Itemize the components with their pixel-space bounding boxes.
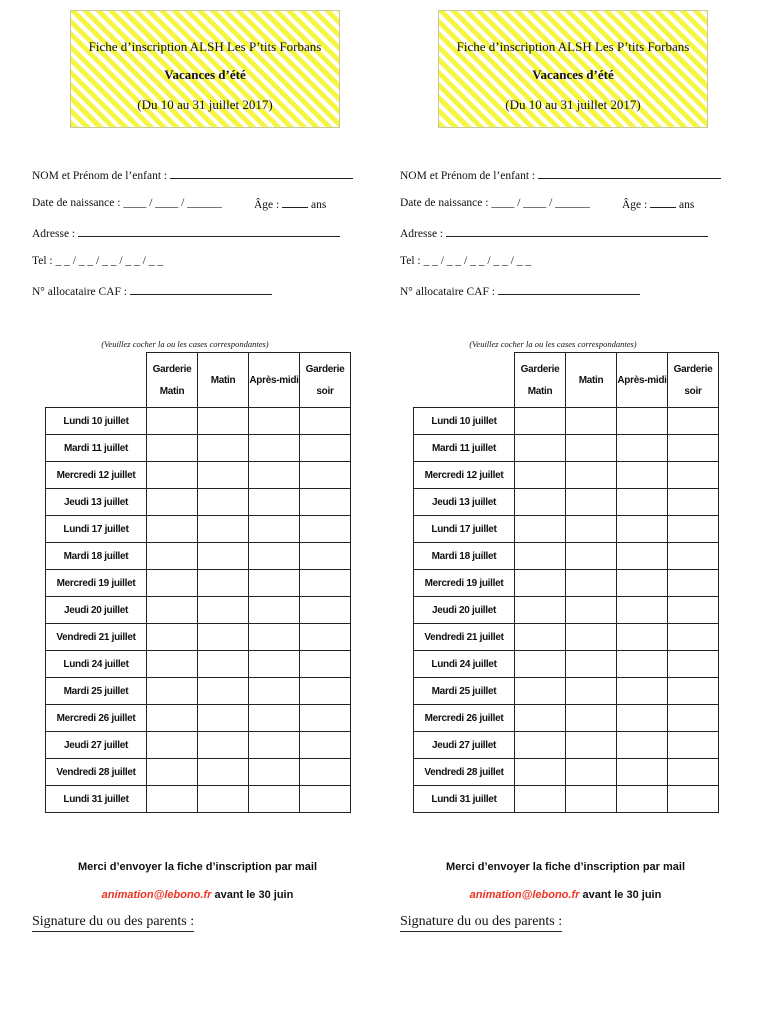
checkbox-cell-matin[interactable] [566,570,617,597]
form-title: Fiche d’inscription ALSH Les P’tits Forbans [456,39,690,54]
checkbox-cell-apres-midi[interactable] [617,462,668,489]
day-label: Mardi 11 juillet [414,435,515,462]
checkbox-cell-garderie-soir[interactable] [300,732,351,759]
checkbox-cell-garderie-matin[interactable] [147,759,198,786]
table-row [414,678,719,705]
checkbox-cell-garderie-matin[interactable] [147,543,198,570]
checkbox-cell-garderie-matin[interactable] [147,651,198,678]
checkbox-cell-apres-midi[interactable] [249,543,300,570]
day-label: Lundi 10 juillet [46,408,147,435]
checkbox-cell-garderie-matin[interactable] [147,462,198,489]
header-garderie-matin: Garderie Matin [147,353,198,408]
tel-blanks[interactable]: _ _ / _ _ / _ _ / _ _ / _ _ [55,255,164,267]
footer-text-before: Merci d’envoyer la fiche d’inscription par mail [77,861,317,873]
footer-text-before: Merci d’envoyer la fiche d’inscription par mail [445,861,685,873]
checkbox-cell-matin[interactable] [566,516,617,543]
day-label: Mardi 25 juillet [414,678,515,705]
checkbox-cell-garderie-soir[interactable] [300,543,351,570]
checkbox-cell-matin[interactable] [198,408,249,435]
caf-blank[interactable] [498,284,640,295]
checkbox-cell-garderie-soir[interactable] [300,570,351,597]
corner-cell [46,353,147,408]
checkbox-cell-apres-midi[interactable] [617,435,668,462]
day-label: Lundi 10 juillet [414,408,515,435]
checkbox-cell-apres-midi[interactable] [249,435,300,462]
checkbox-cell-apres-midi[interactable] [249,489,300,516]
tel-field[interactable] [400,255,531,267]
checkbox-cell-garderie-soir[interactable] [300,408,351,435]
table-row [46,597,351,624]
age-field[interactable] [622,197,694,211]
checkbox-cell-garderie-matin[interactable] [515,543,566,570]
checkbox-cell-garderie-soir[interactable] [668,759,719,786]
address-label: Adresse : [400,228,444,240]
caf-label: N° allocataire CAF : [400,286,495,298]
checkbox-cell-garderie-soir[interactable] [668,516,719,543]
checkbox-cell-apres-midi[interactable] [249,705,300,732]
day-label: Mercredi 19 juillet [46,570,147,597]
checkbox-cell-apres-midi[interactable] [617,624,668,651]
form-dates: (Du 10 au 31 juillet 2017) [505,97,641,112]
checkbox-cell-matin[interactable] [198,570,249,597]
day-label: Vendredi 28 juillet [414,759,515,786]
schedule-table [45,352,351,813]
checkbox-cell-matin[interactable] [198,678,249,705]
checkbox-cell-garderie-soir[interactable] [668,570,719,597]
address-field[interactable] [32,226,340,240]
corner-cell [414,353,515,408]
checkbox-cell-garderie-matin[interactable] [147,408,198,435]
child-name-label: NOM et Prénom de l’enfant : [32,170,168,182]
day-label: Mardi 11 juillet [46,435,147,462]
checkbox-cell-matin[interactable] [198,462,249,489]
checkbox-cell-garderie-soir[interactable] [668,624,719,651]
checkbox-cell-matin[interactable] [198,516,249,543]
footer-text-after: avant le 30 juin [211,889,294,901]
checkbox-cell-garderie-matin[interactable] [515,705,566,732]
checkbox-cell-garderie-matin[interactable] [147,624,198,651]
table-row [46,678,351,705]
header-matin: Matin [198,353,249,408]
checkbox-cell-apres-midi[interactable] [617,651,668,678]
age-label: Âge : [254,199,280,211]
table-row [46,624,351,651]
checkbox-cell-garderie-soir[interactable] [668,597,719,624]
header-garderie-soir: Garderie soir [668,353,719,408]
checkbox-cell-garderie-matin[interactable] [147,516,198,543]
day-label: Lundi 31 juillet [46,786,147,813]
age-label: Âge : [622,199,648,211]
checkbox-cell-garderie-soir[interactable] [300,489,351,516]
checkbox-cell-matin[interactable] [566,732,617,759]
checkbox-cell-apres-midi[interactable] [617,597,668,624]
checkbox-cell-matin[interactable] [198,651,249,678]
address-label: Adresse : [32,228,76,240]
address-blank[interactable] [446,226,708,237]
checkbox-cell-garderie-soir[interactable] [668,705,719,732]
checkbox-cell-garderie-soir[interactable] [668,435,719,462]
form-header [438,10,708,128]
checkbox-cell-apres-midi[interactable] [249,732,300,759]
table-row [414,759,719,786]
checkbox-cell-matin[interactable] [566,408,617,435]
checkbox-cell-matin[interactable] [566,624,617,651]
checkbox-cell-matin[interactable] [198,435,249,462]
instructions-footer [30,853,365,909]
birthdate-label: Date de naissance : [400,197,489,209]
day-label: Jeudi 27 juillet [414,732,515,759]
checkbox-cell-apres-midi[interactable] [249,651,300,678]
checkbox-instruction: (Veuillez cocher la ou les cases correspondantes) [469,339,637,349]
checkbox-cell-garderie-matin[interactable] [147,489,198,516]
day-label: Jeudi 20 juillet [414,597,515,624]
header-garderie-matin: Garderie Matin [515,353,566,408]
header-garderie-soir: Garderie soir [300,353,351,408]
checkbox-cell-garderie-matin[interactable] [147,570,198,597]
child-name-field[interactable] [32,168,353,182]
checkbox-cell-apres-midi[interactable] [249,786,300,813]
checkbox-cell-garderie-soir[interactable] [300,786,351,813]
tel-field[interactable] [32,255,163,267]
table-row [414,651,719,678]
day-label: Lundi 24 juillet [414,651,515,678]
checkbox-cell-apres-midi[interactable] [617,516,668,543]
day-label: Mercredi 26 juillet [414,705,515,732]
table-row [46,462,351,489]
day-label: Lundi 24 juillet [46,651,147,678]
day-label: Jeudi 27 juillet [46,732,147,759]
table-row [46,759,351,786]
checkbox-cell-garderie-soir[interactable] [300,678,351,705]
tel-label: Tel : [32,255,53,267]
schedule-table [413,352,719,813]
checkbox-cell-apres-midi[interactable] [249,597,300,624]
checkbox-cell-matin[interactable] [566,489,617,516]
email-link[interactable]: animation@lebono.fr [101,889,212,901]
checkbox-cell-garderie-matin[interactable] [515,624,566,651]
age-field[interactable] [254,197,326,211]
checkbox-cell-garderie-matin[interactable] [515,732,566,759]
checkbox-cell-garderie-soir[interactable] [300,435,351,462]
caf-label: N° allocataire CAF : [32,286,127,298]
checkbox-cell-matin[interactable] [566,597,617,624]
day-label: Lundi 17 juillet [414,516,515,543]
checkbox-cell-apres-midi[interactable] [249,516,300,543]
table-row [414,786,719,813]
table-row [46,651,351,678]
table-row [46,408,351,435]
table-row [46,570,351,597]
age-unit: ans [678,199,695,211]
checkbox-cell-apres-midi[interactable] [249,462,300,489]
instructions-footer [398,853,733,909]
birthdate-label: Date de naissance : [32,197,121,209]
form-dates: (Du 10 au 31 juillet 2017) [137,97,273,112]
day-label: Jeudi 13 juillet [414,489,515,516]
checkbox-cell-garderie-matin[interactable] [515,597,566,624]
day-label: Lundi 31 juillet [414,786,515,813]
child-name-blank[interactable] [538,168,721,179]
day-label: Mercredi 19 juillet [414,570,515,597]
child-name-field[interactable] [400,168,721,182]
checkbox-cell-apres-midi[interactable] [617,732,668,759]
checkbox-cell-garderie-matin[interactable] [147,597,198,624]
checkbox-cell-matin[interactable] [566,678,617,705]
checkbox-cell-garderie-soir[interactable] [668,543,719,570]
day-label: Lundi 17 juillet [46,516,147,543]
checkbox-cell-garderie-matin[interactable] [147,705,198,732]
checkbox-cell-apres-midi[interactable] [617,543,668,570]
caf-blank[interactable] [130,284,272,295]
table-row [414,732,719,759]
table-row [46,543,351,570]
child-name-label: NOM et Prénom de l’enfant : [400,170,536,182]
checkbox-cell-garderie-soir[interactable] [668,408,719,435]
checkbox-cell-garderie-soir[interactable] [668,786,719,813]
signature-line[interactable]: Signature du ou des parents : [32,914,194,932]
checkbox-cell-matin[interactable] [566,786,617,813]
day-label: Mercredi 26 juillet [46,705,147,732]
checkbox-cell-apres-midi[interactable] [617,489,668,516]
form-subtitle: Vacances d’été [532,67,614,82]
table-row [414,489,719,516]
birthdate-field[interactable] [400,197,700,209]
birthdate-blanks[interactable]: ____ / ____ / ______ [491,197,590,209]
checkbox-cell-apres-midi[interactable] [249,408,300,435]
checkbox-cell-garderie-soir[interactable] [300,597,351,624]
checkbox-cell-garderie-matin[interactable] [515,408,566,435]
birthdate-field[interactable] [32,197,332,209]
day-label: Jeudi 13 juillet [46,489,147,516]
age-blank[interactable] [650,197,676,208]
signature-line[interactable]: Signature du ou des parents : [400,914,562,932]
table-row [46,435,351,462]
table-row [414,435,719,462]
header-matin: Matin [566,353,617,408]
checkbox-cell-matin[interactable] [198,732,249,759]
checkbox-cell-garderie-soir[interactable] [300,624,351,651]
table-row [414,462,719,489]
checkbox-cell-garderie-matin[interactable] [515,489,566,516]
checkbox-cell-apres-midi[interactable] [249,759,300,786]
checkbox-cell-garderie-matin[interactable] [515,786,566,813]
form-header [70,10,340,128]
checkbox-cell-garderie-matin[interactable] [515,435,566,462]
checkbox-cell-matin[interactable] [566,651,617,678]
checkbox-cell-garderie-matin[interactable] [147,786,198,813]
checkbox-cell-apres-midi[interactable] [617,759,668,786]
table-row [414,597,719,624]
tel-label: Tel : [400,255,421,267]
day-label: Mercredi 12 juillet [46,462,147,489]
checkbox-cell-apres-midi[interactable] [617,678,668,705]
table-row [46,786,351,813]
day-label: Jeudi 20 juillet [46,597,147,624]
checkbox-cell-matin[interactable] [198,543,249,570]
checkbox-cell-garderie-soir[interactable] [300,705,351,732]
table-row [414,570,719,597]
checkbox-cell-garderie-soir[interactable] [300,516,351,543]
header-apres-midi: Après-midi [617,353,668,408]
registration-form-left [0,0,370,1024]
tel-blanks[interactable]: _ _ / _ _ / _ _ / _ _ / _ _ [423,255,532,267]
checkbox-cell-garderie-soir[interactable] [668,651,719,678]
table-row [46,705,351,732]
day-label: Mardi 25 juillet [46,678,147,705]
checkbox-cell-garderie-matin[interactable] [147,678,198,705]
checkbox-cell-matin[interactable] [198,597,249,624]
checkbox-cell-garderie-matin[interactable] [515,570,566,597]
checkbox-cell-garderie-matin[interactable] [515,516,566,543]
checkbox-cell-matin[interactable] [566,705,617,732]
form-title: Fiche d’inscription ALSH Les P’tits Forbans [88,39,322,54]
checkbox-cell-matin[interactable] [198,759,249,786]
table-header-row [46,353,351,408]
checkbox-cell-matin[interactable] [198,786,249,813]
checkbox-cell-garderie-soir[interactable] [300,651,351,678]
checkbox-cell-apres-midi[interactable] [617,408,668,435]
checkbox-cell-matin[interactable] [566,462,617,489]
birthdate-blanks[interactable]: ____ / ____ / ______ [123,197,222,209]
form-subtitle: Vacances d’été [164,67,246,82]
registration-form-right [368,0,738,1024]
checkbox-cell-garderie-matin[interactable] [515,462,566,489]
address-blank[interactable] [78,226,340,237]
age-blank[interactable] [282,197,308,208]
checkbox-cell-apres-midi[interactable] [617,705,668,732]
checkbox-cell-garderie-soir[interactable] [668,732,719,759]
caf-field[interactable] [400,284,640,298]
table-row [414,705,719,732]
checkbox-cell-garderie-matin[interactable] [147,435,198,462]
table-row [46,489,351,516]
checkbox-cell-matin[interactable] [566,759,617,786]
day-label: Vendredi 21 juillet [414,624,515,651]
checkbox-cell-matin[interactable] [198,705,249,732]
checkbox-cell-garderie-matin[interactable] [515,678,566,705]
checkbox-cell-matin[interactable] [566,543,617,570]
checkbox-cell-apres-midi[interactable] [249,570,300,597]
checkbox-cell-apres-midi[interactable] [249,678,300,705]
day-label: Mardi 18 juillet [46,543,147,570]
checkbox-cell-garderie-soir[interactable] [668,678,719,705]
age-unit: ans [310,199,327,211]
checkbox-cell-garderie-matin[interactable] [515,759,566,786]
table-row [414,408,719,435]
checkbox-cell-garderie-soir[interactable] [300,462,351,489]
day-label: Vendredi 21 juillet [46,624,147,651]
email-link[interactable]: animation@lebono.fr [469,889,580,901]
table-row [414,516,719,543]
day-label: Mardi 18 juillet [414,543,515,570]
table-row [414,543,719,570]
address-field[interactable] [400,226,708,240]
checkbox-cell-apres-midi[interactable] [617,570,668,597]
checkbox-cell-apres-midi[interactable] [617,786,668,813]
checkbox-cell-garderie-soir[interactable] [668,489,719,516]
checkbox-instruction: (Veuillez cocher la ou les cases correspondantes) [101,339,269,349]
checkbox-cell-matin[interactable] [198,624,249,651]
table-row [46,732,351,759]
checkbox-cell-garderie-soir[interactable] [668,462,719,489]
checkbox-cell-apres-midi[interactable] [249,624,300,651]
table-row [46,516,351,543]
footer-text-after: avant le 30 juin [579,889,662,901]
header-apres-midi: Après-midi [249,353,300,408]
caf-field[interactable] [32,284,272,298]
checkbox-cell-matin[interactable] [566,435,617,462]
table-row [414,624,719,651]
checkbox-cell-garderie-soir[interactable] [300,759,351,786]
day-label: Mercredi 12 juillet [414,462,515,489]
checkbox-cell-garderie-matin[interactable] [147,732,198,759]
child-name-blank[interactable] [170,168,353,179]
checkbox-cell-garderie-matin[interactable] [515,651,566,678]
checkbox-cell-matin[interactable] [198,489,249,516]
day-label: Vendredi 28 juillet [46,759,147,786]
table-header-row [414,353,719,408]
